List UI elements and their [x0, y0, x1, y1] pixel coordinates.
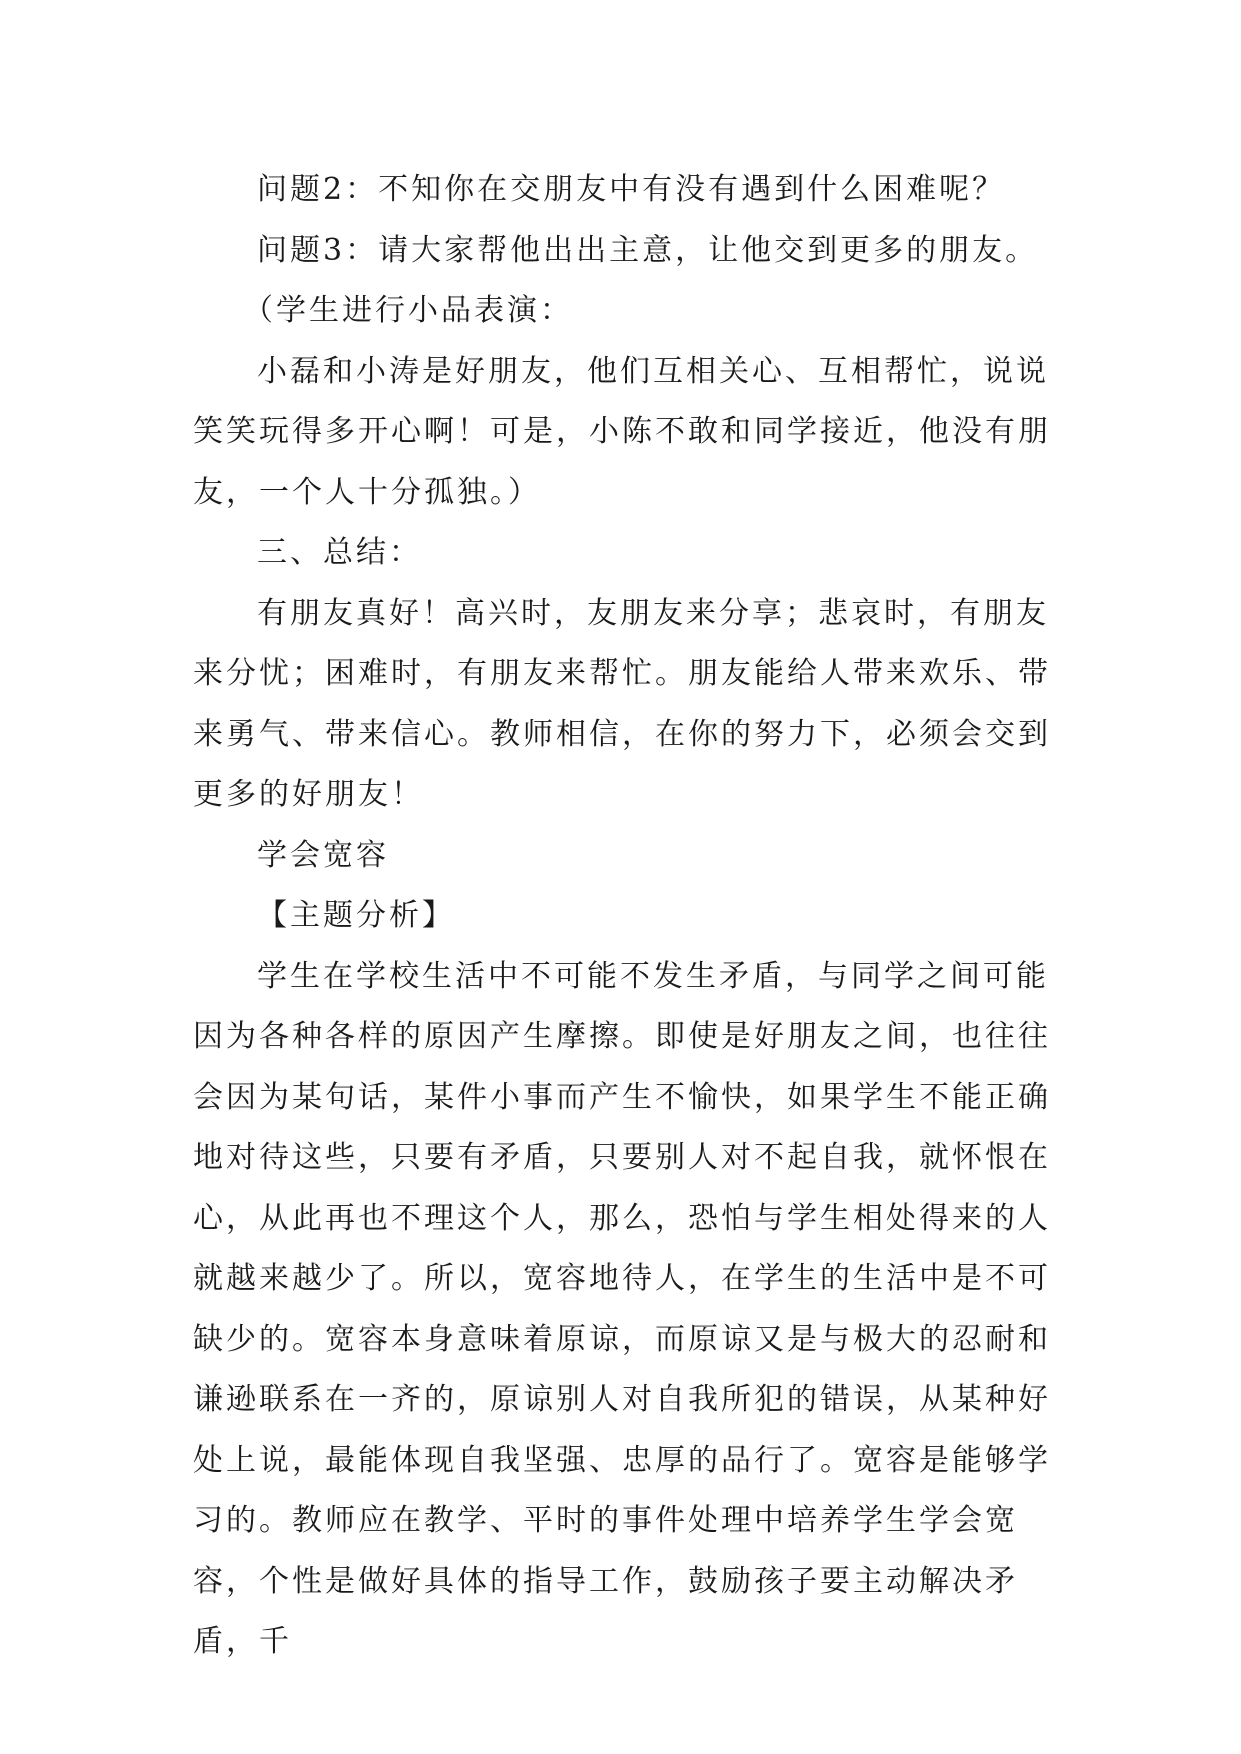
question-3-paragraph: 问题3：请大家帮他出出主意，让他交到更多的朋友。 [257, 232, 1039, 268]
theme-analysis-paragraph: 学生在学校生活中不可能不发生矛盾，与同学之间可能因为各种各样的原因产生摩擦。即使是好朋友之间，也往往会因为某句话，某件小事而产生不愉快，如果学生不能正确地对待这些，只要有矛盾，只要别人对不起自我，就怀恨在心，从此再也不理这个人，那么，恐怕与学生相处得来的人就越来越少了。所以，宽容地待人，在学生的生活中是不可缺少的。宽容本身意味着原谅，而原谅又是与极大的忍耐和谦逊联系在一齐的，原谅别人对自我所犯的错误，从某种好处上说，最能体现自我坚强、忠厚的品行了。宽容是能够学习的。教师应在教学、平时的事件处理中培养学生学会宽容，个性是做好具体的指导工作，鼓励孩子要主动解决矛盾，千 [193, 958, 1051, 1659]
skit-body-paragraph: 小磊和小涛是好朋友，他们互相关心、互相帮忙，说说笑笑玩得多开心啊！可是，小陈不敢和同学接近，他没有朋友，一个人十分孤独。） [193, 353, 1051, 510]
section-title: 学会宽容 [257, 837, 389, 873]
question-2-paragraph: 问题2：不知你在交朋友中有没有遇到什么困难呢？ [257, 172, 1006, 207]
summary-heading: 三、总结： [257, 535, 422, 570]
document-body [193, 160, 1053, 1673]
summary-paragraph: 有朋友真好！高兴时，友朋友来分享；悲哀时，有朋友来分忧；困难时，有朋友来帮忙。朋友能给人带来欢乐、带来勇气、带来信心。教师相信，在你的努力下，必须会交到更多的好朋友！ [193, 595, 1051, 812]
theme-analysis-heading: 【主题分析】 [257, 898, 455, 933]
skit-intro-paragraph: （学生进行小品表演： [243, 293, 573, 328]
